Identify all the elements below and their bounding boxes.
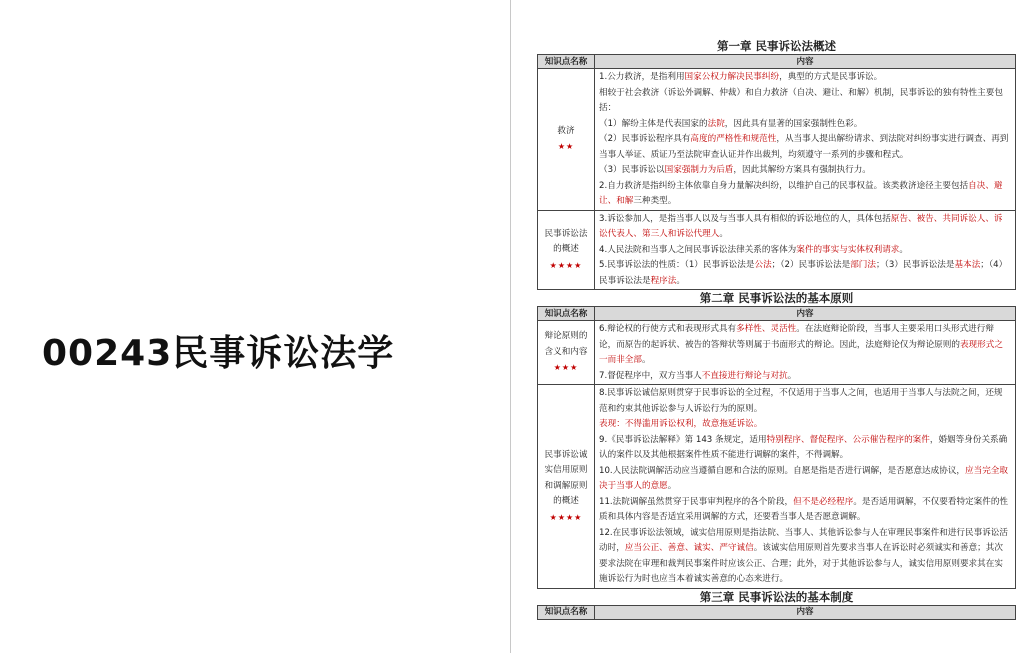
content-cell — [595, 69, 1016, 211]
header-content: 内容 — [595, 307, 1016, 321]
highlight-text: 案件的事实与实体权利请求 — [796, 244, 900, 255]
content-paragraph — [599, 433, 1011, 464]
body-text: ；（3）民事诉讼法是 — [875, 260, 955, 270]
importance-stars: ★★ — [557, 142, 575, 152]
body-text: 。是否适用调解，不仅要看特定案件的性质和具体内容是否适宜采用调解的方式，还要看当事人是否愿意调解。 — [599, 496, 1009, 522]
content-cell — [595, 210, 1016, 290]
content-paragraph — [599, 70, 1011, 86]
content-cell — [595, 321, 1016, 385]
knowledge-point-name: 含义和内容 — [544, 346, 588, 357]
body-text: 6.辩论权的行使方式和表现形式具有 — [599, 324, 737, 334]
body-text: 三种类型。 — [633, 196, 677, 206]
body-text: ，从当事人提出解纷请求、到法院对纠纷事实进行调查、再到当事人举证、质证乃至法院审查认证并作出裁判，均须遵守一系列的步骤和程式。 — [599, 134, 1009, 160]
notes-table — [537, 54, 1016, 290]
highlight-text: 应当公正、善意、诚实、严守诚信 — [624, 543, 754, 553]
body-text: ，婚姻等身份关系确认的案件以及其他根据案件性质不能进行调解的案件，不得调解。 — [599, 434, 1008, 460]
knowledge-point-name: 的概述 — [553, 496, 579, 506]
cover-title: 00243民事诉讼法学 — [42, 333, 395, 374]
content-paragraph — [599, 163, 1011, 179]
table-header-row — [538, 55, 1016, 69]
knowledge-point-cell — [538, 69, 595, 211]
table-header-row — [538, 307, 1016, 321]
highlight-text: 国家强制力为后盾 — [664, 165, 734, 175]
body-text: 。 — [787, 370, 797, 381]
content-paragraph — [599, 212, 1011, 243]
header-content: 内容 — [595, 605, 1016, 619]
page-divider — [510, 0, 511, 653]
body-text: 2.自力救济是指纠纷主体依靠自身力量解决纠纷，以维护自己的民事权益。该类救济途径主要包括 — [599, 180, 969, 191]
body-text: （1）解纷主体是代表国家的 — [599, 118, 708, 129]
content-paragraph — [599, 495, 1011, 526]
header-knowledge-point: 知识点名称 — [538, 605, 595, 619]
body-text: 。 — [676, 275, 685, 286]
content-paragraph — [599, 464, 1011, 495]
content-paragraph — [599, 258, 1011, 289]
knowledge-point-name: 救济 — [557, 125, 575, 136]
body-text: 。该诚实信用原则首先要求当事人在诉讼时必须诚实和善意；其次要求法院在审理和裁判民事案件时应该公正、合理；此外，对于其他诉讼参与人，诚实信用原则要求其在实施诉讼行为时也应当本着诚实善意的心态来进行。 — [599, 543, 1003, 584]
table-header-row — [538, 605, 1016, 619]
table-row — [538, 321, 1016, 385]
highlight-text: 部门法 — [850, 260, 876, 270]
highlight-text: 法院 — [707, 118, 725, 129]
header-content: 内容 — [595, 55, 1016, 69]
content-paragraph — [599, 369, 1011, 385]
knowledge-point-name: 的概述 — [553, 244, 579, 254]
highlight-text: 自决、避让、和解 — [599, 180, 1003, 206]
highlight-text: 原告、被告、共同诉讼人、诉讼代表人、第三人和诉讼代理人 — [599, 213, 1003, 239]
body-text: 。 — [667, 481, 677, 491]
body-text: 4.人民法院和当事人之间民事诉讼法律关系的客体为 — [599, 244, 797, 255]
knowledge-point-name: 辩论原则的 — [544, 331, 588, 342]
body-text: 1.公力救济，是指利用 — [599, 72, 685, 82]
table-row — [538, 210, 1016, 290]
importance-stars: ★★★ — [553, 363, 579, 373]
body-text: 10.人民法院调解活动应当遵循自愿和合法的原则。自愿是指是否进行调解，是否愿意达成协议， — [599, 465, 966, 476]
content-paragraph — [599, 322, 1011, 369]
content-paragraph — [599, 386, 1011, 417]
highlight-text: 不直接进行辩论与对抗 — [701, 370, 788, 381]
body-text: 7.督促程序中，双方当事人 — [599, 370, 702, 381]
table-row — [538, 385, 1016, 589]
highlight-text: 表现形式之一而非全部 — [599, 339, 1003, 365]
body-text: 9.《民事诉讼法解释》第 143 条规定，适用 — [599, 434, 767, 445]
knowledge-point-name: 和调解原则 — [544, 480, 588, 491]
body-text: 12.在民事诉讼法领域，诚实信用原则是指法院、当事人、其他诉讼参与人在审理民事案件和进行民事诉讼活动时， — [599, 527, 1008, 553]
knowledge-point-cell — [538, 385, 595, 589]
knowledge-point-name: 民事诉讼法 — [544, 228, 588, 239]
body-text: 5.民事诉讼法的性质：（1）民事诉讼法是 — [599, 260, 755, 270]
content-paragraph — [599, 132, 1011, 163]
body-text: （3）民事诉讼以 — [599, 165, 665, 175]
chapter-title: 第一章 民事诉讼法概述 — [716, 39, 836, 53]
highlight-text: 公法 — [754, 260, 772, 270]
header-knowledge-point: 知识点名称 — [538, 307, 595, 321]
body-text: ；（2）民事诉讼法是 — [771, 260, 851, 270]
highlight-text: 程序法 — [650, 275, 677, 286]
content-cell — [595, 385, 1016, 589]
notes-table — [537, 605, 1016, 620]
content-paragraph — [599, 417, 1011, 433]
body-text: 11.法院调解虽然贯穿于民事审判程序的各个阶段， — [599, 496, 794, 507]
highlight-text: 多样性、灵活性 — [736, 324, 797, 334]
header-knowledge-point: 知识点名称 — [538, 55, 595, 69]
highlight-text: 基本法 — [954, 260, 981, 270]
body-text: 。在法庭辩论阶段，当事人主要采用口头形式进行辩论，而原告的起诉状、被告的答辩状等则属于书面形式的辩论。因此，法庭辩论仅为辩论原则的 — [599, 324, 994, 350]
content-paragraph — [599, 179, 1011, 210]
content-paragraph — [599, 117, 1011, 133]
importance-stars: ★★★★ — [549, 512, 583, 522]
highlight-text: 应当完全取决于当事人的意愿 — [599, 465, 1008, 491]
highlight-text: 表现：不得滥用诉讼权利，故意拖延诉讼。 — [599, 419, 763, 429]
content-paragraph — [599, 86, 1011, 117]
table-row — [538, 69, 1016, 211]
highlight-text: 特别程序、督促程序、公示催告程序的案件 — [766, 434, 930, 445]
body-text: 。 — [899, 244, 909, 255]
body-text: 3.诉讼参加人，是指当事人以及与当事人具有相似的诉讼地位的人，具体包括 — [599, 213, 891, 224]
body-text: ，因此具有显著的国家强制性色彩。 — [724, 118, 863, 129]
highlight-text: 国家公权力解决民事纠纷 — [684, 72, 780, 82]
chapter-title: 第三章 民事诉讼法的基本制度 — [699, 589, 854, 604]
body-text: 。 — [641, 355, 651, 365]
body-text: ，典型的方式是民事诉讼。 — [779, 72, 883, 82]
knowledge-point-cell — [538, 210, 595, 290]
importance-stars: ★★★★ — [549, 260, 583, 270]
body-text: （2）民事诉讼程序具有 — [599, 134, 691, 144]
knowledge-point-cell — [538, 321, 595, 385]
document-page — [537, 38, 1016, 620]
content-paragraph — [599, 243, 1011, 259]
content-paragraph — [599, 526, 1011, 588]
body-text: 8.民事诉讼诚信原则贯穿于民事诉讼的全过程，不仅适用于当事人之间，也适用于当事人与法院之间，还规范和约束其他诉讼参与人诉讼行为的原则。 — [599, 388, 1003, 414]
highlight-text: 高度的严格性和规范性 — [690, 134, 777, 144]
body-text: ，因此其解纷方案具有强制执行力。 — [733, 165, 871, 175]
knowledge-point-name: 实信用原则 — [544, 465, 588, 475]
knowledge-point-name: 民事诉讼诚 — [544, 449, 588, 460]
notes-table — [537, 306, 1016, 589]
body-text: 相较于社会救济（诉讼外调解、仲裁）和自力救济（自决、避让、和解）机制，民事诉讼的独有特性主要包括： — [599, 87, 1003, 113]
body-text: 。 — [719, 229, 728, 239]
highlight-text: 但不是必经程序 — [793, 496, 854, 507]
chapter-title: 第二章 民事诉讼法的基本原则 — [699, 291, 854, 305]
body-text: ；（4）民事诉讼法是 — [599, 260, 1008, 286]
